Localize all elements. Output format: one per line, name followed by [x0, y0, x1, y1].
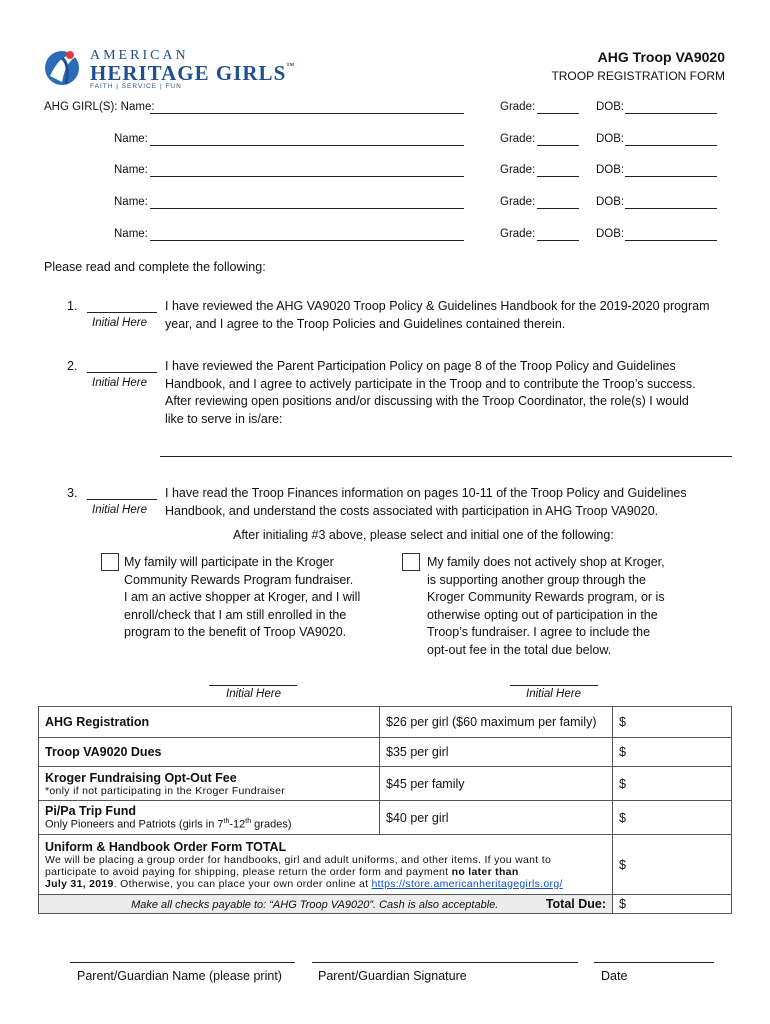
item-2-number: 2. — [67, 359, 78, 373]
girl-dob-input-3[interactable] — [625, 176, 717, 177]
store-link[interactable]: https://store.americanheritagegirls.org/ — [371, 877, 563, 890]
girl-dob-input-1[interactable] — [625, 113, 717, 114]
item-1-line: year, and I agree to the Troop Policies and Guidelines contained therein. — [165, 316, 566, 331]
fees-table — [38, 706, 732, 914]
kroger-optout-initial-input[interactable] — [510, 685, 598, 686]
girl-name-input-4[interactable] — [150, 208, 464, 209]
intro-text: Please read and complete the following: — [44, 260, 266, 274]
fee-label — [39, 738, 380, 767]
girl-grade-input-3[interactable] — [537, 176, 579, 177]
girl-grade-label-3: Grade: — [500, 164, 536, 176]
fee-amount-input[interactable]: $ — [613, 801, 732, 835]
fee-label-text: Uniform & Handbook Order Form TOTAL — [45, 839, 287, 854]
girl-dob-input-4[interactable] — [625, 208, 717, 209]
girl-name-label-1: AHG GIRL(S): Name: — [44, 101, 155, 113]
fees-row-pipa — [39, 801, 732, 835]
kroger-instruction: After initialing #3 above, please select and initial one of the following: — [233, 528, 614, 542]
girl-dob-input-5[interactable] — [625, 240, 717, 241]
logo — [44, 46, 296, 90]
uniform-note-line: We will be placing a group order for handbooks, girl and adult uniforms, and other items. If you want to — [45, 853, 552, 866]
girl-dob-label-3: DOB: — [596, 164, 625, 176]
kroger-participate-line: Community Rewards Program fundraiser. — [124, 572, 354, 587]
fees-row-dues — [39, 738, 732, 767]
kroger-optout-line: Troop’s fundraiser. I agree to include the — [427, 625, 651, 639]
girl-grade-label-2: Grade: — [500, 133, 536, 145]
item-3-number: 3. — [67, 486, 78, 500]
total-due-input[interactable]: $ — [613, 895, 732, 914]
fee-label — [39, 767, 380, 801]
item-3-text — [165, 485, 735, 520]
kroger-participate-line: I am an active shopper at Kroger, and I will — [124, 590, 361, 604]
fee-amount-input[interactable]: $ — [613, 707, 732, 738]
kroger-participate-line: program to the benefit of Troop VA9020. — [124, 625, 347, 639]
item-2-line: I have reviewed the Parent Participation Policy on page 8 of the Troop Policy and Guidelines — [165, 359, 676, 373]
item-2-line: Handbook, and I agree to actively participate in the Troop and to contribute the Troop’s success. — [165, 376, 696, 391]
item-2-line: like to serve in is/are: — [165, 411, 283, 426]
item-3-initial-input[interactable] — [87, 499, 157, 500]
item-1-text — [165, 298, 735, 333]
girl-name-input-1[interactable] — [150, 113, 464, 114]
girl-name-label-4: Name: — [114, 196, 148, 208]
fees-row-total — [39, 895, 732, 914]
fee-price: $35 per girl — [380, 738, 613, 767]
fee-price: $26 per girl ($60 maximum per family) — [380, 707, 613, 738]
item-2-initial-label: Initial Here — [92, 377, 147, 389]
kroger-optout-checkbox[interactable] — [402, 553, 420, 571]
logo-tagline: FAITH | SERVICE | FUN — [90, 83, 182, 90]
kroger-optout-line: My family does not actively shop at Kroger, — [427, 555, 665, 569]
kroger-optout-line: opt-out fee in the total due below. — [427, 642, 612, 657]
fee-label-text: Kroger Fundraising Opt-Out Fee — [45, 770, 237, 785]
fee-note: Only Pioneers and Patriots (girls in 7th-12th grades) — [45, 818, 292, 831]
girl-grade-input-2[interactable] — [537, 145, 579, 146]
girl-grade-input-4[interactable] — [537, 208, 579, 209]
item-2-role-input[interactable] — [160, 456, 732, 457]
uniform-note-line: July 31, 2019. Otherwise, you can place your own order online at https://store.americanheritagegirls.org/ — [45, 877, 563, 890]
fee-label-text: Pi/Pa Trip Fund — [45, 804, 136, 819]
girl-dob-label-4: DOB: — [596, 196, 625, 208]
kroger-optout-line: Kroger Community Rewards program, or is — [427, 590, 665, 604]
fees-row-uniform — [39, 835, 732, 895]
item-1-line: I have reviewed the AHG VA9020 Troop Policy & Guidelines Handbook for the 2019-2020 program — [165, 299, 710, 313]
checks-note: Make all checks payable to: “AHG Troop VA9020”. Cash is also acceptable. — [131, 899, 499, 911]
logo-line2: HERITAGE GIRLS™ — [90, 61, 296, 85]
kroger-optout-line: is supporting another group through the — [427, 572, 646, 587]
kroger-optout-initial-label: Initial Here — [526, 688, 581, 700]
item-2-text — [165, 358, 735, 428]
kroger-participate-line: enroll/check that I am still enrolled in the — [124, 607, 347, 622]
fee-price: $40 per girl — [380, 801, 613, 835]
item-1-initial-input[interactable] — [87, 312, 157, 313]
kroger-participate-text — [124, 554, 394, 642]
girl-dob-label-5: DOB: — [596, 228, 625, 240]
fee-label-text: AHG Registration — [45, 715, 150, 729]
item-3-initial-label: Initial Here — [92, 504, 147, 516]
fee-note: *only if not participating in the Kroger Fundraiser — [45, 784, 286, 797]
kroger-participate-initial-input[interactable] — [209, 685, 297, 686]
page-subtitle: TROOP REGISTRATION FORM — [551, 69, 725, 83]
girl-name-input-3[interactable] — [150, 176, 464, 177]
fees-row-kroger — [39, 767, 732, 801]
fee-amount-input[interactable]: $ — [613, 835, 732, 895]
girl-grade-input-1[interactable] — [537, 113, 579, 114]
fee-label-text: Troop VA9020 Dues — [45, 745, 162, 759]
girl-grade-label-5: Grade: — [500, 228, 536, 240]
fee-price: $45 per family — [380, 767, 613, 801]
item-2-initial-input[interactable] — [87, 372, 157, 373]
page-title: AHG Troop VA9020 — [597, 49, 725, 65]
fee-amount-input[interactable]: $ — [613, 767, 732, 801]
guardian-signature-input[interactable] — [312, 962, 578, 963]
girl-name-input-2[interactable] — [150, 145, 464, 146]
kroger-participate-initial-label: Initial Here — [226, 688, 281, 700]
item-3-line: I have read the Troop Finances information on pages 10-11 of the Troop Policy and Guidelines — [165, 486, 687, 500]
kroger-participate-line: My family will participate in the Kroger — [124, 555, 334, 569]
fee-label — [39, 801, 380, 835]
date-label: Date — [601, 969, 628, 983]
logo-line1: AMERICAN — [90, 48, 189, 63]
girl-name-label-3: Name: — [114, 164, 148, 176]
guardian-name-input[interactable] — [70, 962, 295, 963]
fees-row-registration — [39, 707, 732, 738]
girl-grade-label-1: Grade: — [500, 101, 536, 113]
fee-amount-input[interactable]: $ — [613, 738, 732, 767]
kroger-participate-checkbox[interactable] — [101, 553, 119, 571]
item-1-number: 1. — [67, 299, 78, 313]
guardian-signature-label: Parent/Guardian Signature — [318, 969, 467, 983]
total-due-label: Total Due: — [545, 897, 606, 911]
uniform-note-line: participate to avoid paying for shipping, please return the order form and payment no later than — [45, 865, 519, 878]
girl-dob-label-2: DOB: — [596, 133, 625, 145]
fee-label — [39, 835, 613, 895]
girl-name-label-2: Name: — [114, 133, 148, 145]
fee-label — [39, 707, 380, 738]
item-2-line: After reviewing open positions and/or discussing with the Troop Coordinator, the role(s) I would — [165, 394, 689, 408]
ahg-logo-icon — [44, 46, 84, 90]
girl-grade-label-4: Grade: — [500, 196, 536, 208]
girl-name-input-5[interactable] — [150, 240, 464, 241]
girl-name-label-5: Name: — [114, 228, 148, 240]
kroger-optout-line: otherwise opting out of participation in the — [427, 607, 658, 622]
item-3-line: Handbook, and understand the costs associated with participation in AHG Troop VA9020. — [165, 503, 659, 518]
guardian-name-label: Parent/Guardian Name (please print) — [77, 969, 282, 983]
girl-grade-input-5[interactable] — [537, 240, 579, 241]
item-1-initial-label: Initial Here — [92, 317, 147, 329]
date-input[interactable] — [594, 962, 714, 963]
total-label-cell — [39, 895, 613, 914]
kroger-optout-text — [427, 554, 717, 659]
girl-dob-input-2[interactable] — [625, 145, 717, 146]
girl-dob-label-1: DOB: — [596, 101, 625, 113]
